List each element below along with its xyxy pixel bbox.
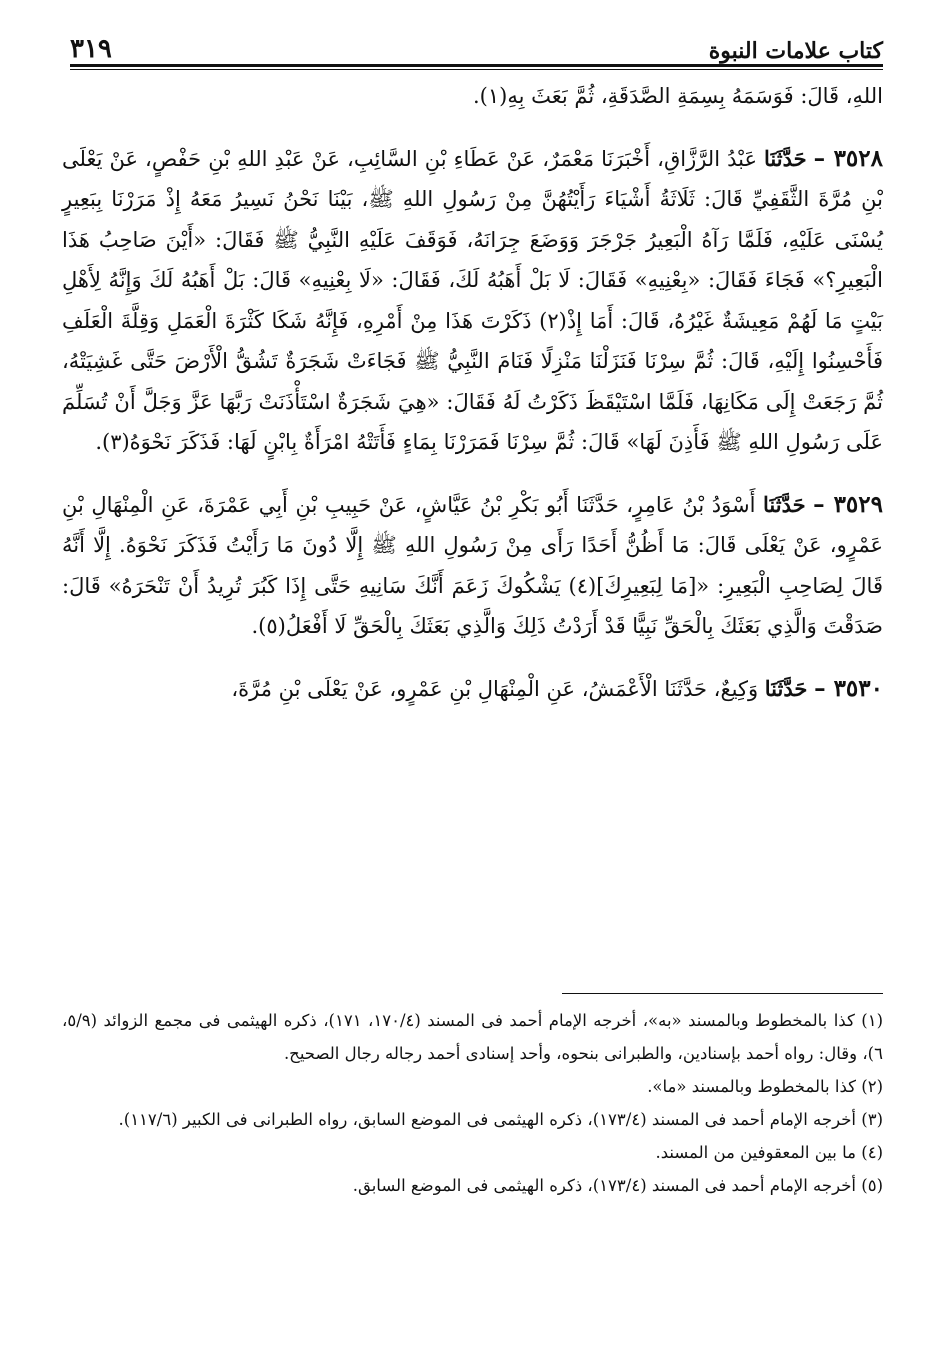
hadith-number: ٣٥٢٨ – [813,144,883,172]
main-text [62,76,883,709]
hadith-3529 [62,485,883,647]
footnote-separator [562,993,883,994]
hadith-text: وَكِيعٌ، حَدَّثَنَا الْأَعْمَشُ، عَنِ الْمِنْهَالِ بْنِ عَمْرٍو، عَنْ يَعْلَى بْنِ مُرَّةَ، [231,676,759,701]
footnote-4: (٤) ما بين المعقوفين من المسند. [655,1143,883,1162]
hadith-number: ٣٥٣٠ – [814,674,883,702]
header-rule-thick [70,64,883,67]
header-rule-thin [70,69,883,70]
hadith-text: عَبْدُ الرَّزَّاقِ، أَخْبَرَنَا مَعْمَرٌ، عَنْ عَطَاءِ بْنِ السَّائِبِ، عَنْ عَبْدِ اللهِ بْنِ حَفْصٍ، عَنْ يَعْلَى بْنِ مُرَّةَ الثَّقَفِيِّ قَالَ: ثَلَاثَةُ أَشْيَاءَ رَأَيْتُهُنَّ مِنْ رَسُولِ اللهِ ﷺ، بَيْنَا نَحْنُ نَسِيرُ مَعَهُ إِذْ مَرَرْنَا بِبَعِيرٍ يُسْنَى عَلَيْهِ، فَلَمَّا رَآهُ الْبَعِيرُ جَرْجَرَ وَوَضَعَ جِرَانَهُ، فَوَقَفَ عَلَيْهِ النَّبِيُّ ﷺ فَقَالَ: «أَيْنَ صَاحِبُ هَذَا الْبَعِيرِ؟» فَجَاءَ فَقَالَ: «بِعْنِيهِ» فَقَالَ: لَا بَلْ أَهَبُهُ لَكَ، فَقَالَ: «لَا بِعْنِيهِ» قَالَ: بَلْ أَهَبُهُ لَكَ وَإِنَّهُ لِأَهْلِ بَيْتٍ مَا لَهُمْ مَعِيشَةٌ غَيْرُهُ، قَالَ: أَمَا إِذْ(٢) ذَكَرْتَ هَذَا مِنْ أَمْرِهِ، فَإِنَّهُ شَكَا كَثْرَةَ الْعَمَلِ وَقِلَّةَ الْعَلَفِ فَأَحْسِنُوا إِلَيْهِ، قَالَ: ثُمَّ سِرْنَا فَنَزَلْنَا مَنْزِلًا فَنَامَ النَّبِيُّ ﷺ فَجَاءَتْ شَجَرَةٌ تَشُقُّ الْأَرْضَ حَتَّى غَشِيَتْهُ، ثُمَّ رَجَعَتْ إِلَى مَكَانِهَا، فَلَمَّا اسْتَيْقَظَ ذَكَرْتُ لَهُ فَقَالَ: «هِيَ شَجَرَةٌ اسْتَأْذَنَتْ رَبَّهَا عَزَّ وَجَلَّ أَنْ تُسَلِّمَ عَلَى رَسُولِ اللهِ ﷺ فَأَذِنَ لَهَا» قَالَ: ثُمَّ سِرْنَا فَمَرَرْنَا بِمَاءٍ فَأَتَتْهُ امْرَأَةٌ بِابْنٍ لَهَا: فَذَكَرَ نَحْوَهُ(٣). [62,146,883,454]
page-header [70,24,883,64]
page-number: ٣١٩ [70,34,112,64]
hadith-text: أَسْوَدُ بْنُ عَامِرٍ، حَدَّثَنَا أَبُو بَكْرِ بْنُ عَيَّاشٍ، عَنْ حَبِيبِ بْنِ أَبِي عَمْرَةَ، عَنِ الْمِنْهَالِ بْنِ عَمْرٍو، عَنْ يَعْلَى قَالَ: مَا أَظُنُّ أَحَدًا رَأَى مِنْ رَسُولِ اللهِ ﷺ إِلَّا دُونَ مَا رَأَيْتُ فَذَكَرَ نَحْوَهُ. إِلَّا أَنَّهُ قَالَ لِصَاحِبِ الْبَعِيرِ: «[مَا لِبَعِيرِكَ](٤) يَشْكُوكَ زَعَمَ أَنَّكَ سَانِيهِ حَتَّى إِذَا كَبُرَ تُرِيدُ أَنْ تَنْحَرَهُ» قَالَ: صَدَقْتَ وَالَّذِي بَعَثَكَ بِالْحَقِّ نَبِيًّا قَدْ أَرَدْتُ ذَلِكَ وَالَّذِي بَعَثَكَ بِالْحَقِّ لَا أَفْعَلُ(٥). [62,492,883,638]
footnote-2: (٢) كذا بالمخطوط وبالمسند «ما». [647,1077,883,1096]
running-title: كتاب علامات النبوة [708,38,883,64]
hadith-opening: حَدَّثَنَا [764,145,807,171]
continuation-text: اللهِ، قَالَ: فَوَسَمَهُ بِسِمَةِ الصَّدَقَةِ، ثُمَّ بَعَثَ بِهِ(١). [473,84,883,108]
hadith-3530 [62,669,883,710]
hadith-number: ٣٥٢٩ – [813,490,883,518]
footnote-5: (٥) أخرجه الإمام أحمد فى المسند (١٧٣/٤)، ذكره الهيثمى فى الموضع السابق. [352,1176,883,1195]
footnotes [62,1004,883,1202]
hadith-opening: حَدَّثَنَا [762,491,806,517]
hadith-3528 [62,139,883,463]
hadith-opening: حَدَّثَنَا [764,675,808,701]
footnote-1: (١) كذا بالمخطوط وبالمسند «به»، أخرجه الإمام أحمد فى المسند (١٧٠/٤، ١٧١)، ذكره الهيثمى فى مجمع الزوائد (٥/٩، ٦)، وقال: رواه أحمد بإسنادين، والطبرانى بنحوه، وأحد إسنادى أحمد رجاله رجال الصحيح. [62,1011,884,1063]
footnote-3: (٣) أخرجه الإمام أحمد فى المسند (١٧٣/٤)، ذكره الهيثمى فى الموضع السابق، رواه الطبرانى فى الكبير (١١٧/٦). [118,1110,883,1129]
